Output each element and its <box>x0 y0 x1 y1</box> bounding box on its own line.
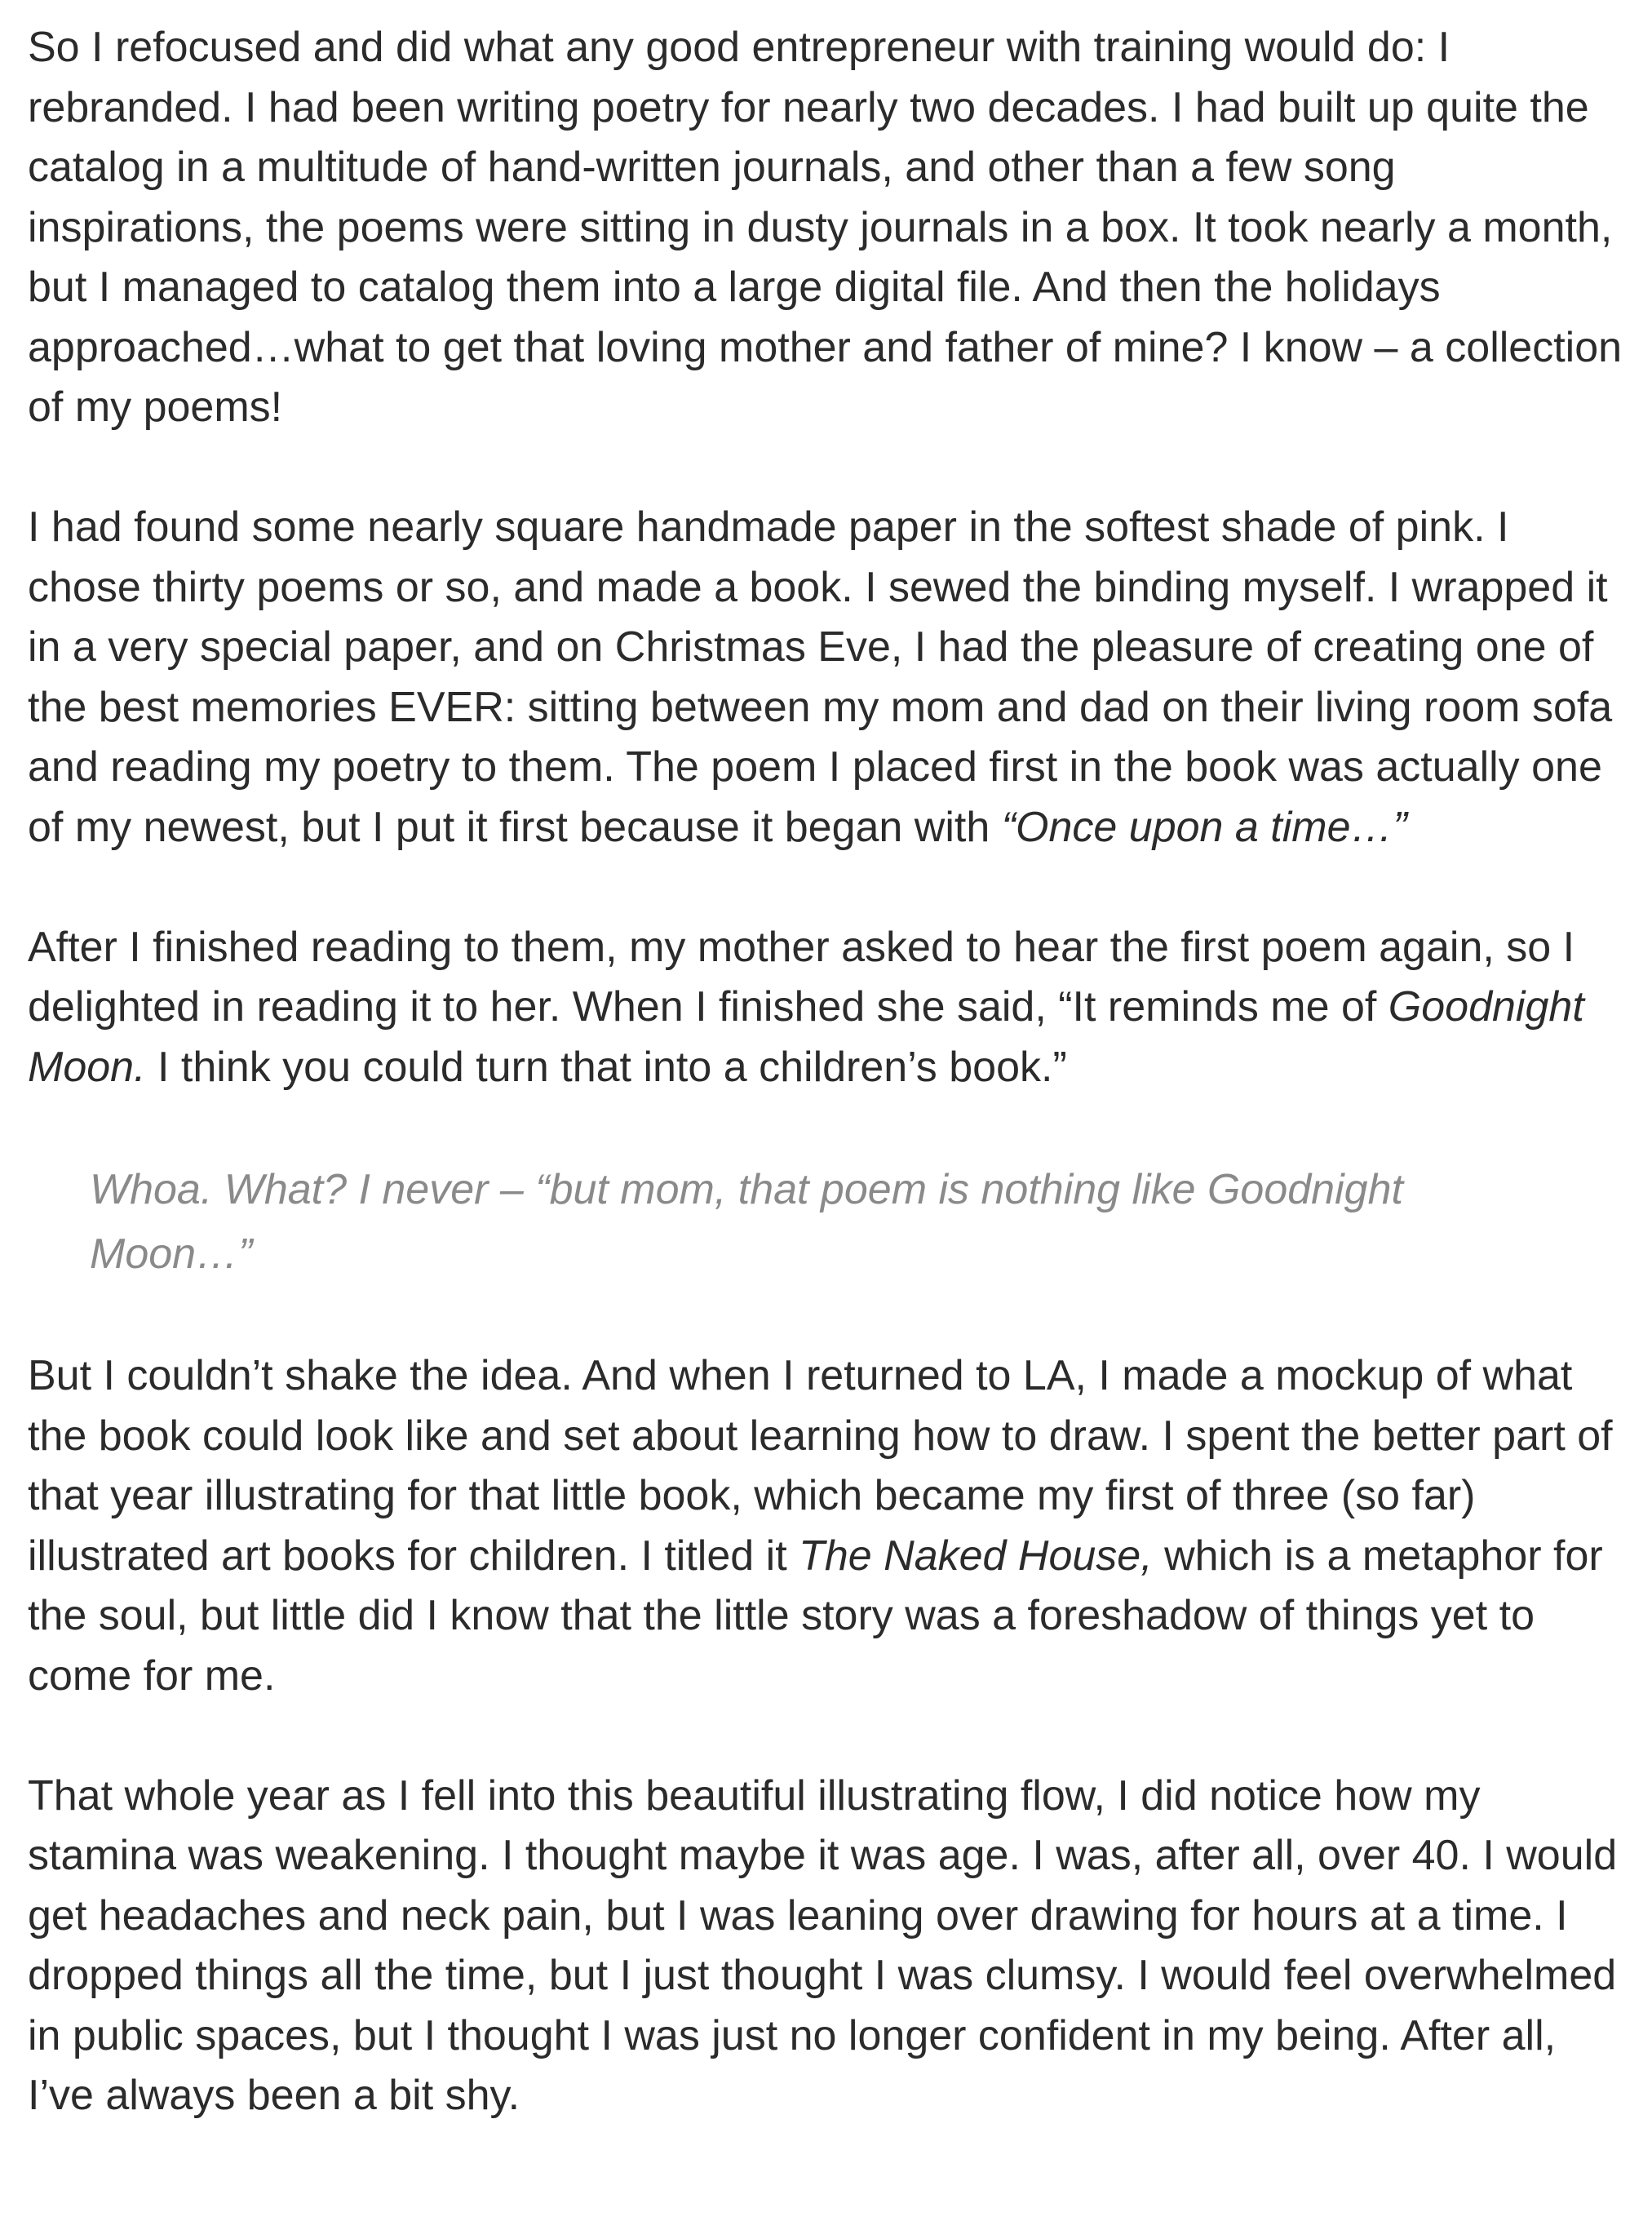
paragraph-text: That whole year as I fell into this beautiful illustrating flow, I did notice how my stamina was weakening. I thought maybe it was age. I was, after all, over 40. I would get headaches and neck pain, but I was leaning over drawing for hours at a time. I dropped things all the time, but I just thought I was clumsy. I would feel overwhelmed in public spaces, but I thought I was just no longer confident in my being. After all, I’ve always been a bit shy. <box>28 1771 1618 2119</box>
paragraph-handmade-book <box>28 498 1627 858</box>
block-quote <box>90 1158 1558 1287</box>
paragraph-text: I had found some nearly square handmade paper in the softest shade of pink. I chose thirty poems or so, and made a book. I sewed the binding myself. I wrapped it in a very special paper, and on Christmas Eve, I had the pleasure of creating one of the best memories EVER: sitting between my mom and dad on their living room sofa and reading my poetry to them. The poem I placed first in the book was actually one of my newest, but I put it first because it began with <box>28 503 1613 851</box>
document-page <box>28 18 1627 2126</box>
emphasis-goodnight-moon: Goodnight Moon. <box>28 983 1584 1091</box>
paragraph-naked-house <box>28 1346 1627 1706</box>
paragraph-stamina <box>28 1767 1627 2126</box>
paragraph-text: So I refocused and did what any good entrepreneur with training would do: I rebranded. I had been writing poetry for nearly two decades. I had built up quite the catalog in a multitude of hand-written journals, and other than a few song inspirations, the poems were sitting in dusty journals in a box. It took nearly a month, but I managed to catalog them into a large digital file. And then the holidays approached…what to get that loving mother and father of mine? I know – a collection of my poems! <box>28 24 1623 431</box>
emphasis-once-upon-a-time: “Once upon a time…” <box>1001 803 1407 851</box>
paragraph-text: After I finished reading to them, my mother asked to hear the first poem again, so I delighted in reading it to her. When I finished she said, “It reminds me of <box>28 923 1575 1031</box>
emphasis-the-naked-house: The Naked House, <box>799 1532 1153 1580</box>
paragraph-text: But I couldn’t shake the idea. And when I returned to LA, I made a mockup of what the book could look like and set about learning how to draw. I spent the better part of that year illustrating for that little book, which became my first of three (so far) illustrated art books for children. I titled it <box>28 1352 1613 1580</box>
paragraph-text: I think you could turn that into a children’s book.” <box>145 1043 1067 1091</box>
quote-text: Whoa. What? I never – “but mom, that poem is nothing like Goodnight Moon…” <box>90 1165 1403 1278</box>
paragraph-rebranded <box>28 18 1627 438</box>
paragraph-mother-reaction <box>28 918 1627 1098</box>
paragraph-text: which is a metaphor for the soul, but little did I know that the little story was a foreshadow of things yet to come for me. <box>28 1532 1603 1700</box>
